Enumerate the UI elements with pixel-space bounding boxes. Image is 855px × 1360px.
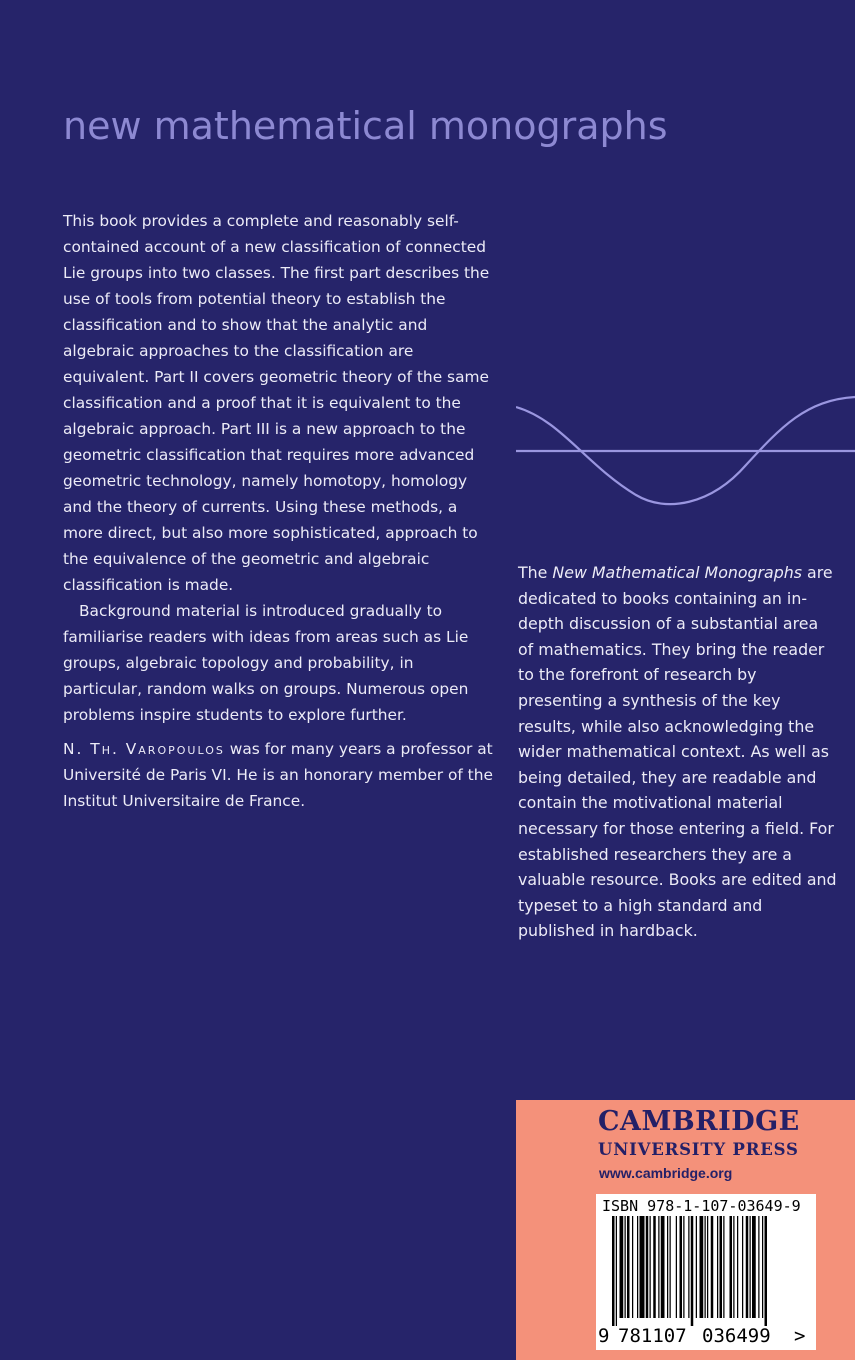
barcode-bar <box>632 1216 633 1318</box>
publisher-subtitle: UNIVERSITY PRESS <box>598 1140 799 1159</box>
barcode-bar <box>765 1216 768 1326</box>
barcode-bar <box>700 1216 704 1318</box>
barcode-bar <box>667 1216 668 1318</box>
series-desc-name: New Mathematical Monographs <box>552 563 803 582</box>
barcode-digits-group-2: 036499 <box>702 1325 771 1347</box>
barcode-bars <box>612 1216 767 1326</box>
series-title: new mathematical monographs <box>63 104 668 148</box>
sine-wave-graphic <box>516 395 855 507</box>
blurb-paragraph-1: This book provides a complete and reasonably self-contained account of a new classification of connected Lie groups into two classes. The first part describes the use of tools from potential theory to establish the classification and to show that the analytic and algebraic approaches to the classification are equivalent. Part II covers geometric theory of the same classification and a proof that it is equivalent to the algebraic approach. Part III is a new approach to the geometric classification that requires more advanced geometric technology, namely homotopy, homology and the theory of currents. Using these methods, a more direct, but also more sophisticated, approach to the equivalence of the geometric and algebraic classification is made. <box>63 212 490 594</box>
author-name: N. Th. Varopoulos <box>63 740 225 758</box>
barcode <box>596 1216 816 1348</box>
barcode-digits-group-1: 781107 <box>618 1325 687 1347</box>
series-desc-text: are dedicated to books containing an in-depth discussion of a substantial area of mathematics. They bring the reader to the forefront of research by presenting a synthesis of the key results, while also acknowledging the wider mathematical context. As well as being detailed, they are readable and contain the motivational material necessary for those entering a field. For established researchers they are a valuable resource. Books are edited and typeset to a high standard and published in hardback. <box>518 563 837 941</box>
barcode-bar <box>705 1216 706 1318</box>
barcode-bar <box>650 1216 651 1318</box>
series-description <box>518 560 838 944</box>
barcode-bar <box>711 1216 714 1318</box>
barcode-bar <box>707 1216 708 1318</box>
barcode-bar <box>620 1216 624 1318</box>
barcode-bar <box>670 1216 671 1318</box>
publisher-url: www.cambridge.org <box>599 1165 733 1181</box>
barcode-bar <box>683 1216 684 1318</box>
barcode-bar <box>691 1216 694 1326</box>
barcode-bar <box>750 1216 751 1318</box>
barcode-digit-first: 9 <box>598 1325 610 1347</box>
barcode-bar <box>680 1216 683 1318</box>
barcode-bar <box>616 1216 617 1326</box>
barcode-bar <box>737 1216 738 1318</box>
barcode-bar <box>733 1216 734 1318</box>
barcode-quiet-marker: > <box>794 1325 806 1347</box>
barcode-bar <box>612 1216 615 1326</box>
barcode-bar <box>730 1216 733 1318</box>
isbn-label: ISBN 978-1-107-03649-9 <box>602 1197 801 1215</box>
barcode-bar <box>661 1216 665 1318</box>
publisher-box <box>516 1100 855 1360</box>
barcode-bar <box>746 1216 749 1318</box>
barcode-bar <box>717 1216 718 1318</box>
barcode-bar <box>696 1216 697 1318</box>
barcode-bar <box>676 1216 677 1318</box>
author-bio-text: was for many years a professor at Université de Paris VI. He is an honorary member of the Institut Universitaire de France. <box>63 740 493 810</box>
barcode-bar <box>720 1216 723 1318</box>
blurb-paragraph-2: Background material is introduced gradually to familiarise readers with ideas from areas such as Lie groups, algebraic topology and probability, in particular, random walks on groups. Numerous open problems inspire students to explore further. <box>63 602 469 724</box>
barcode-bar <box>646 1216 649 1318</box>
barcode-bar <box>752 1216 756 1318</box>
barcode-bar <box>640 1216 645 1318</box>
barcode-bar <box>688 1216 689 1318</box>
barcode-bar <box>762 1216 763 1318</box>
series-desc-lead: The <box>518 563 548 582</box>
author-bio <box>63 736 503 814</box>
barcode-bar <box>627 1216 630 1318</box>
barcode-bar <box>723 1216 724 1318</box>
book-blurb <box>63 208 493 728</box>
barcode-bar <box>758 1216 759 1318</box>
barcode-panel <box>596 1194 816 1350</box>
barcode-bar <box>742 1216 743 1318</box>
barcode-bar <box>637 1216 638 1318</box>
barcode-bar <box>658 1216 659 1318</box>
publisher-name: CAMBRIDGE <box>598 1106 800 1137</box>
barcode-bar <box>625 1216 626 1318</box>
barcode-bar <box>653 1216 656 1318</box>
